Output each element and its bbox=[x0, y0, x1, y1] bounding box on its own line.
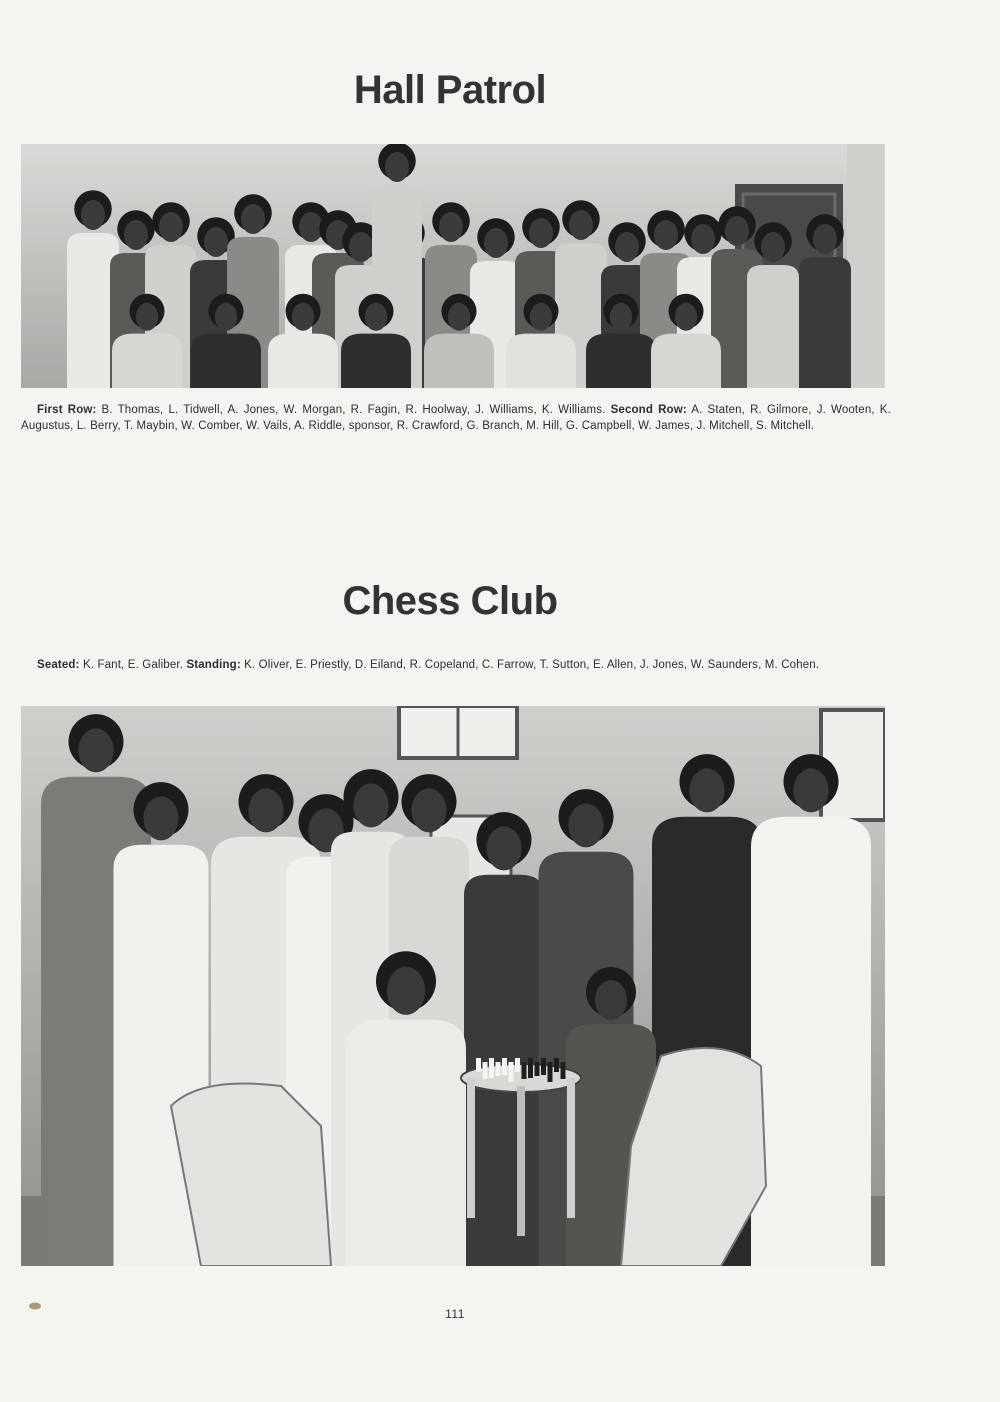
caption-names-first-row: B. Thomas, L. Tidwell, A. Jones, W. Morgan, R. Fagin, R. Hoolway, J. Williams, K. Williams. bbox=[96, 404, 611, 416]
caption-label-first-row: First Row: bbox=[37, 404, 97, 416]
hall-patrol-caption bbox=[21, 403, 891, 434]
chess-piece bbox=[548, 1062, 553, 1082]
chess-piece bbox=[528, 1058, 533, 1078]
caption-names-second-row: A. Staten, R. Gilmore, J. Wooten, K. Augustus, L. Berry, T. Maybin, W. Comber, W. Vails, A. Riddle, sponsor, R. Crawford, G. Branch, M. Hill, G. Campbell, W. James, J. Mitchell, S. Mitchell. bbox=[21, 404, 891, 432]
chess-piece bbox=[535, 1062, 540, 1076]
chess-piece bbox=[496, 1062, 501, 1076]
chess-club-title: Chess Club bbox=[342, 579, 558, 623]
hall-patrol-title: Hall Patrol bbox=[353, 68, 547, 112]
chess-piece bbox=[515, 1058, 520, 1072]
hall-patrol-group-photo bbox=[21, 144, 885, 388]
chess-club-group-photo bbox=[21, 706, 885, 1266]
caption-label-seated: Seated: bbox=[37, 659, 80, 671]
chess-piece bbox=[509, 1062, 514, 1082]
chess-piece bbox=[483, 1062, 488, 1079]
chess-club-standing-member bbox=[751, 754, 871, 1266]
caption-names-standing: K. Oliver, E. Priestly, D. Eiland, R. Copeland, C. Farrow, T. Sutton, E. Allen, J. Jones, W. Saunders, M. Cohen. bbox=[240, 659, 820, 671]
page-number: 111 bbox=[445, 1307, 465, 1321]
chess-piece bbox=[554, 1058, 559, 1072]
caption-label-standing: Standing: bbox=[186, 659, 241, 671]
chess-club-caption bbox=[21, 658, 891, 674]
chess-club-standing-member bbox=[464, 812, 544, 1266]
chess-piece bbox=[489, 1058, 494, 1078]
caption-label-second-row: Second Row: bbox=[610, 404, 687, 416]
chess-piece bbox=[502, 1058, 507, 1075]
chess-piece bbox=[541, 1058, 546, 1075]
chess-piece bbox=[561, 1062, 566, 1079]
caption-names-seated: K. Fant, E. Galiber. bbox=[79, 659, 187, 671]
chess-piece bbox=[476, 1058, 481, 1072]
chess-piece bbox=[522, 1062, 527, 1079]
